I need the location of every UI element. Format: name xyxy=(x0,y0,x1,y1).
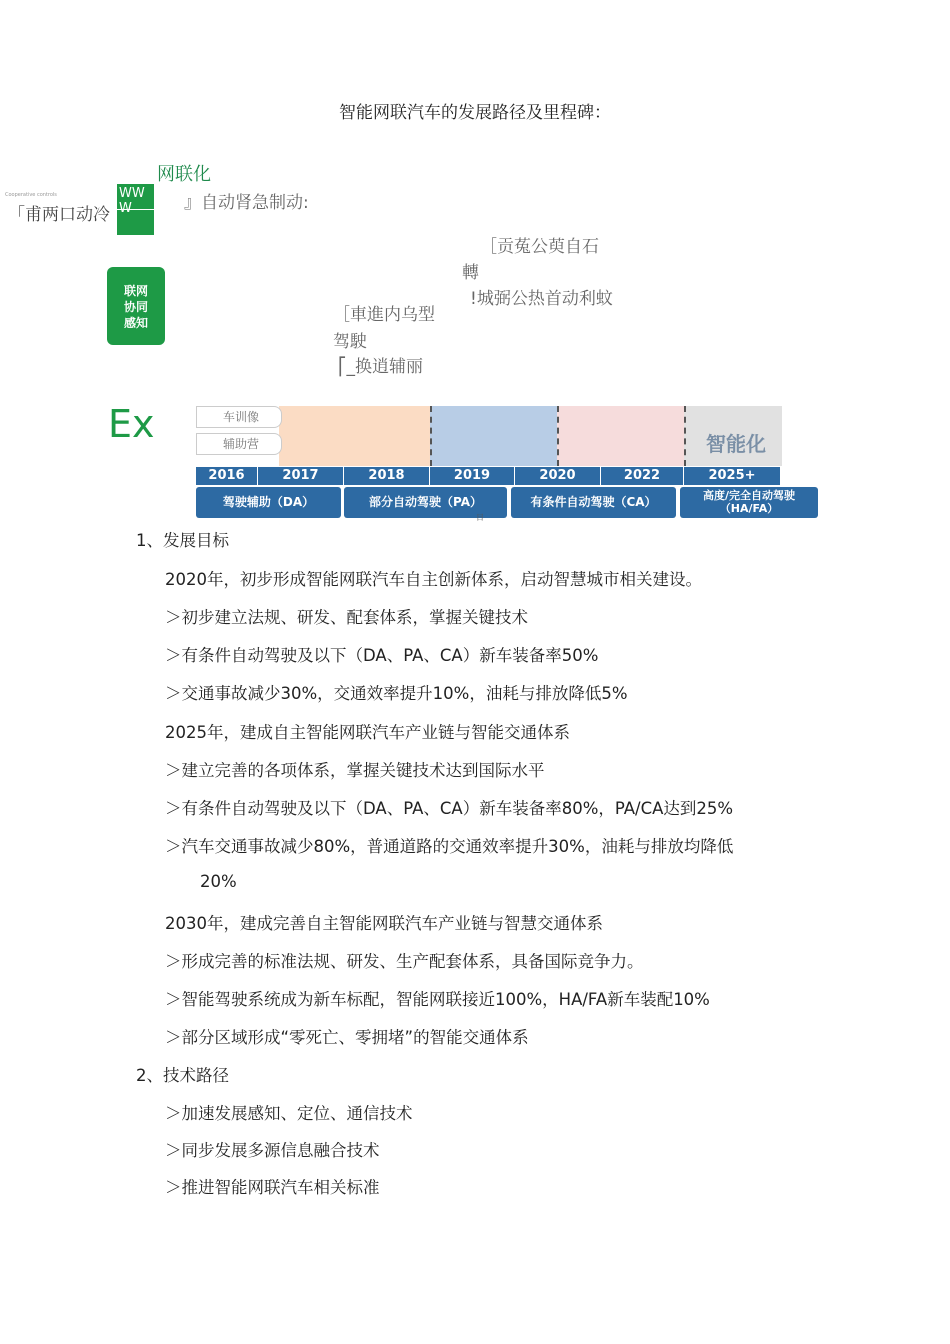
phase-ha-fa: 高度/完全自动驾驶（HA/FA） xyxy=(680,487,818,518)
phase-da: 驾驶辅助（DA） xyxy=(196,487,341,518)
left-fragment: 「甫两口动冷 xyxy=(8,205,110,225)
tiny-caption: Cooperative controls xyxy=(5,192,57,198)
section-heading-goals: 1、发展目标 xyxy=(136,531,229,550)
phase-pa: 部分自动驾驶（PA） xyxy=(344,487,507,518)
side-tab-1: 车训像 xyxy=(196,406,282,428)
year-2019: 2019 xyxy=(430,467,515,485)
aeb-text: 』自动肾急制动: xyxy=(184,193,309,213)
goal-2020-item-2: ＞有条件自动驾驶及以下（DA、PA、CA）新车装备率50% xyxy=(165,646,599,665)
text-r1-line2: 轉 xyxy=(462,263,479,283)
year-2018: 2018 xyxy=(344,467,430,485)
goal-2025-item-3: ＞汽车交通事故减少80%，普通道路的交通效率提升30%，油耗与排放均降低 xyxy=(165,837,734,856)
text-r2: !城弼公热首动利蚊 xyxy=(470,289,613,309)
goal-2030-item-2: ＞智能驾驶系统成为新车标配，智能网联接近100%，HA/FA新车装配10% xyxy=(165,990,710,1009)
zone-pa xyxy=(430,406,559,466)
year-2025plus: 2025+ xyxy=(708,468,756,483)
text-r1-line1: ［贡菟公萸自石 xyxy=(480,237,599,257)
roadmap-timeline xyxy=(196,406,818,522)
green-box-divider xyxy=(117,209,154,210)
green-box xyxy=(117,184,154,235)
text-l1-line1: ［車進内乌型 xyxy=(333,305,435,325)
side-tab-2: 辅助营 xyxy=(196,433,282,455)
goal-2030-item-3: ＞部分区域形成“零死亡、零拥堵”的智能交通体系 xyxy=(165,1028,529,1047)
goal-2025-item-3-cont: 20% xyxy=(200,872,237,891)
year-2016: 2016 xyxy=(196,467,258,485)
year-2020: 2020 xyxy=(515,467,601,485)
tech-item-2: ＞同步发展多源信息融合技术 xyxy=(165,1141,380,1160)
goal-2030: 2030年，建成完善自主智能网联汽车产业链与智慧交通体系 xyxy=(165,914,603,933)
section-heading-tech: 2、技术路径 xyxy=(136,1066,229,1085)
phase-ca: 有条件自动驾驶（CA） xyxy=(511,487,676,518)
goal-2025: 2025年，建成自主智能网联汽车产业链与智能交通体系 xyxy=(165,723,570,742)
green-box-text: WWW xyxy=(119,186,145,216)
goal-2020-item-1: ＞初步建立法规、研发、配套体系，掌握关键技术 xyxy=(165,608,528,627)
text-l1-line2: 驾駛 xyxy=(333,332,367,352)
page-title: 智能网联汽车的发展路径及里程碑： xyxy=(339,103,611,123)
zone-da xyxy=(279,406,430,466)
badge-text: 联网 协同 感知 xyxy=(123,284,148,330)
smart-label: 智能化 xyxy=(706,432,766,456)
goal-2025-item-2: ＞有条件自动驾驶及以下（DA、PA、CA）新车装备率80%，PA/CA达到25% xyxy=(165,799,734,818)
year-2022: 2022 xyxy=(601,467,684,485)
zone-ca xyxy=(557,406,686,466)
goal-2025-item-1: ＞建立完善的各项体系，掌握关键技术达到国际水平 xyxy=(165,761,545,780)
goal-2020-item-3: ＞交通事故减少30%，交通效率提升10%，油耗与排放降低5% xyxy=(165,684,628,703)
goal-2020: 2020年，初步形成智能网联汽车自主创新体系，启动智慧城市相关建设。 xyxy=(165,570,702,589)
year-2017: 2017 xyxy=(258,467,344,485)
goal-2030-item-1: ＞形成完善的标准法规、研发、生产配套体系，具备国际竞争力。 xyxy=(165,952,644,971)
connected-sensing-badge xyxy=(107,267,165,345)
text-l2: ⎡_换逍辅丽 xyxy=(338,357,423,377)
timeline-marker: 日 xyxy=(476,513,484,522)
network-label: 网联化 xyxy=(157,164,211,185)
tech-item-3: ＞推进智能网联汽车相关标准 xyxy=(165,1178,380,1197)
ex-label: Ex xyxy=(108,402,155,446)
year-bar xyxy=(196,467,780,485)
tech-item-1: ＞加速发展感知、定位、通信技术 xyxy=(165,1104,413,1123)
